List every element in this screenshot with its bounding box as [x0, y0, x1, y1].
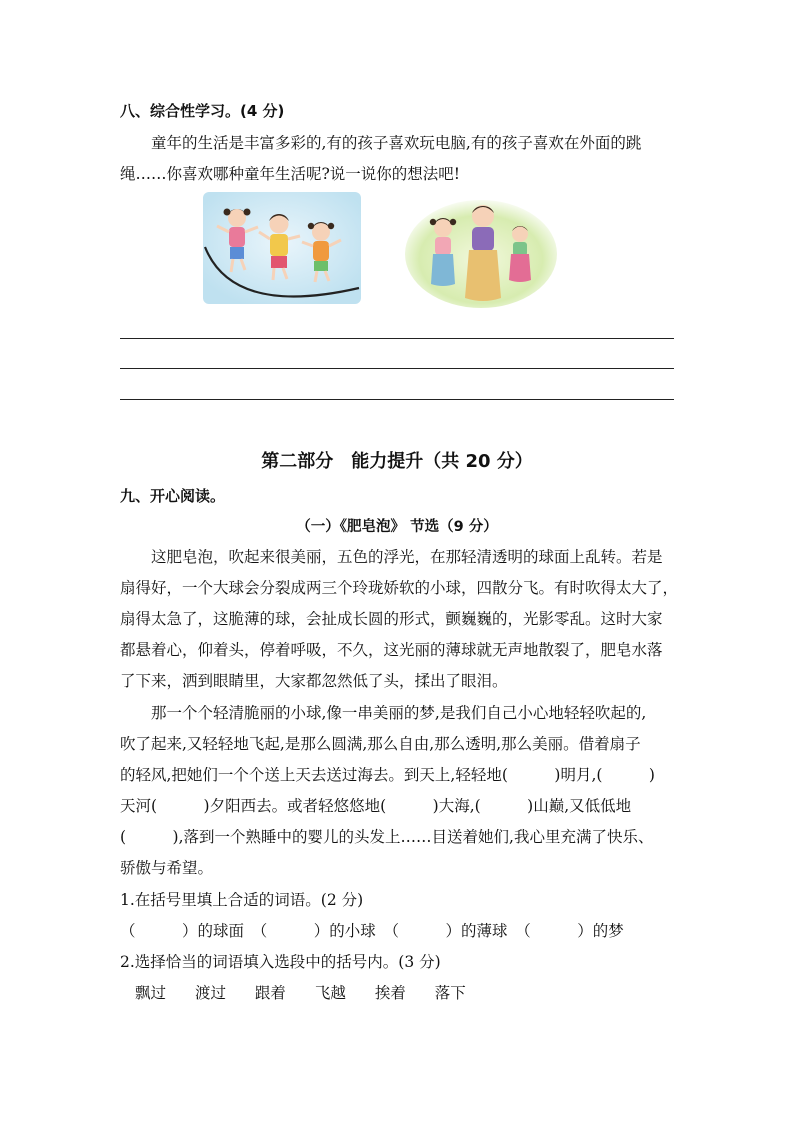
- passage-line: ( ),落到一个熟睡中的婴儿的头发上……目送着她们,我心里充满了快乐、: [120, 828, 654, 846]
- section8-paragraph: [120, 128, 674, 190]
- part2-title: 第二部分 能力提升（共 20 分）: [261, 451, 533, 472]
- section8-line-2: 绳……你喜欢哪种童年生活呢?说一说你的想法吧!: [120, 165, 461, 183]
- answer-line-2[interactable]: [120, 368, 674, 369]
- passage-line: 都悬着心，仰着头，停着呼吸，不久，这光丽的薄球就无声地散裂了，肥皂水落: [120, 641, 663, 659]
- passage-paragraph-1: [120, 542, 679, 697]
- word-option: 飞越: [314, 984, 346, 1002]
- passage-line: 这肥皂泡，吹起来很美丽，五色的浮光，在那轻清透明的球面上乱转。若是: [151, 548, 663, 566]
- word-option: 挨着: [374, 984, 406, 1002]
- passage-line: 吹了起来,又轻轻地飞起,是那么圆满,那么自由,那么透明,那么美丽。借着扇子: [120, 735, 641, 753]
- passage-subtitle: （一）《肥皂泡》 节选（9 分）: [296, 519, 498, 535]
- answer-line-3[interactable]: [120, 399, 674, 400]
- section9-heading: 九、开心阅读。: [120, 487, 226, 505]
- passage-line: 那一个个轻清脆丽的小球,像一串美丽的梦,是我们自己小心地轻轻吹起的,: [151, 704, 647, 722]
- word-option: 渡过: [194, 984, 226, 1002]
- word-option: 落下: [434, 984, 466, 1002]
- sack-race-illustration: [405, 196, 557, 308]
- passage-line: 的轻风,把她们一个个送上天去送过海去。到天上,轻轻地( )明月,( ): [120, 766, 655, 784]
- passage-line: 骄傲与希望。: [120, 859, 214, 877]
- section8-heading: 八、综合性学习。(4 分): [120, 102, 285, 120]
- word-option: 跟着: [254, 984, 286, 1002]
- answer-line-1[interactable]: [120, 338, 674, 339]
- word-option: 飘过: [135, 984, 167, 1002]
- passage-line: 天河( )夕阳西去。或者轻悠悠地( )大海,( )山巅,又低低地: [120, 797, 632, 815]
- passage-paragraph-2: [120, 698, 674, 884]
- jump-rope-illustration: [203, 192, 361, 304]
- passage-line: 了下来，洒到眼睛里，大家都忽然低了头，揉出了眼泪。: [120, 672, 508, 690]
- passage-line: 扇得好，一个大球会分裂成两三个玲珑娇软的小球，四散分飞。有时吹得太大了，: [120, 579, 679, 597]
- word-options: [135, 978, 490, 1009]
- passage-line: 扇得太急了，这脆薄的球，会扯成长圆的形式，颤巍巍的，光影零乱。这时大家: [120, 610, 663, 628]
- section8-line-1: 童年的生活是丰富多彩的,有的孩子喜欢玩电脑,有的孩子喜欢在外面的跳: [151, 134, 642, 152]
- question-1-prompt: 1.在括号里填上合适的词语。(2 分): [120, 891, 364, 909]
- question-2-prompt: 2.选择恰当的词语填入选段中的括号内。(3 分): [120, 953, 441, 971]
- question-1-blanks[interactable]: （ ）的球面 （ ）的小球 （ ）的薄球 （ ）的梦: [120, 922, 624, 940]
